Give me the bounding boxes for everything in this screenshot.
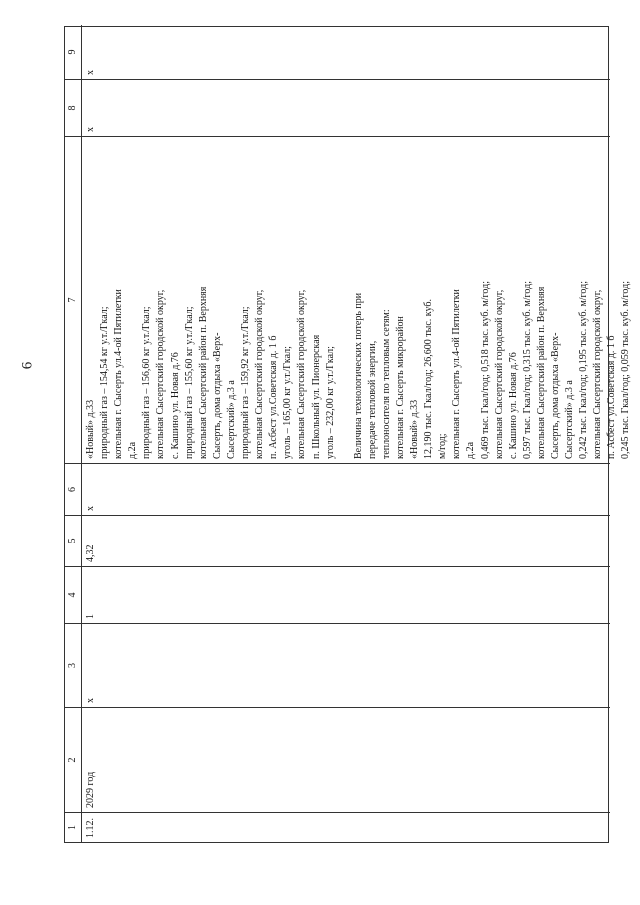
text-line: 0,245 тыс. Гкал/год; 0,059 тыс. куб. м/год; — [620, 281, 632, 459]
text-line: п. Асбест ул.Советская д. 1 б — [268, 335, 280, 459]
text-line: 12,190 тыс. Гкал/год; 26,600 тыс. куб. — [423, 299, 435, 459]
header-cell-8: 8 — [65, 80, 82, 136]
text-line: котельная Сысертский район п. Верхняя — [197, 286, 209, 459]
text-line: д.2а — [127, 441, 139, 459]
text-line: котельная г. Сысерть ул.4-ой Пятилетки — [113, 289, 125, 459]
text-line: котельная г. Сысерть ул.4-ой Пятилетки — [451, 289, 463, 459]
text-line: котельная г. Сысерть микрорайон — [394, 316, 406, 459]
column-1 — [65, 812, 610, 842]
header-cell-7: 7 — [65, 137, 82, 463]
header-cell-6: 6 — [65, 464, 82, 515]
col8-cell: х — [85, 127, 96, 132]
text-line: теплоносителя по тепловым сетям: — [380, 309, 392, 459]
col4-cell: 1 — [85, 614, 96, 619]
column-7 — [65, 136, 632, 463]
text-line: котельная Сысертский городской округ, — [493, 289, 505, 459]
text-line: уголь – 232,00 кг у.т./Гкал; — [324, 346, 336, 459]
text-line: котельная Сысертский район п. Верхняя — [535, 286, 547, 459]
column-4 — [65, 566, 610, 623]
text-line: природный газ – 155,60 кг у.т./Гкал; — [183, 306, 195, 459]
col5-cell: 4,32 — [85, 544, 96, 562]
table-body — [64, 26, 632, 843]
text-line: Сысерть, дома отдыха «Верх- — [550, 332, 561, 459]
text-line: передаче тепловой энергии, — [366, 340, 378, 459]
column-2 — [65, 707, 610, 812]
text-line: п. Школьный ул. Пионерская — [310, 334, 322, 459]
text-line: котельная Сысертский городской округ, — [155, 289, 167, 459]
col9-cell: х — [85, 70, 96, 75]
column-3 — [65, 623, 610, 707]
text-line: с. Кашино ул. Новая д.76 — [169, 352, 181, 459]
year-cell: 2029 год — [85, 771, 96, 808]
header-cell-1: 1 — [65, 813, 82, 842]
text-line: с. Кашино ул. Новая д.76 — [507, 352, 519, 459]
col3-cell: х — [85, 698, 96, 703]
description-cell — [82, 137, 634, 463]
text-line: котельная Сысертский городской округ, — [296, 289, 308, 459]
header-cell-3: 3 — [65, 624, 82, 707]
text-line: природный газ – 159,92 кг у.т./Гкал; — [240, 306, 252, 459]
text-line: «Новый» д.33 — [409, 399, 421, 459]
text-line: «Новый» д.33 — [85, 399, 96, 459]
fuel-consumption-block — [84, 140, 338, 459]
text-line: Сысертский» д.3 а — [225, 380, 237, 459]
text-line: природный газ – 154,54 кг у.т./Гкал; — [99, 306, 111, 459]
header-cell-2: 2 — [65, 708, 82, 812]
text-line: природный газ – 156,60 кг у.т./Гкал; — [141, 306, 153, 459]
column-9 — [65, 25, 610, 79]
text-line: уголь – 165,00 кг у.т./Гкал; — [282, 346, 294, 459]
data-table — [64, 26, 632, 843]
column-5 — [65, 515, 610, 566]
text-line: 0,469 тыс. Гкал/год; 0,518 тыс. куб. м/год; — [479, 281, 491, 459]
text-line: д.2а — [465, 441, 477, 459]
row-number-cell: 1.12. — [85, 818, 96, 838]
text-line: п. Асбест ул.Советская д. 1 б — [606, 335, 618, 459]
text-line: м/год; — [437, 433, 449, 459]
column-6 — [65, 463, 610, 515]
text-line: Сысертский» д.3 а — [564, 380, 576, 459]
text-line: Величина технологических потерь при — [352, 292, 364, 459]
column-8 — [65, 79, 610, 136]
text-line: Сысерть, дома отдыха «Верх- — [211, 332, 223, 459]
header-cell-5: 5 — [65, 516, 82, 566]
heat-losses-block — [352, 140, 634, 459]
header-cell-4: 4 — [65, 567, 82, 623]
header-cell-9: 9 — [65, 25, 82, 79]
text-line: 0,242 тыс. Гкал/год; 0,195 тыс. куб. м/год; — [578, 281, 590, 459]
text-line: 0,597 тыс. Гкал/год; 0,315 тыс. куб. м/год; — [521, 281, 533, 459]
page-number: 6 — [19, 361, 36, 370]
text-line: котельная Сысертский городской округ, — [254, 289, 266, 459]
col6-cell: х — [85, 506, 96, 511]
text-line: котельная Сысертский городской округ, — [592, 289, 604, 459]
